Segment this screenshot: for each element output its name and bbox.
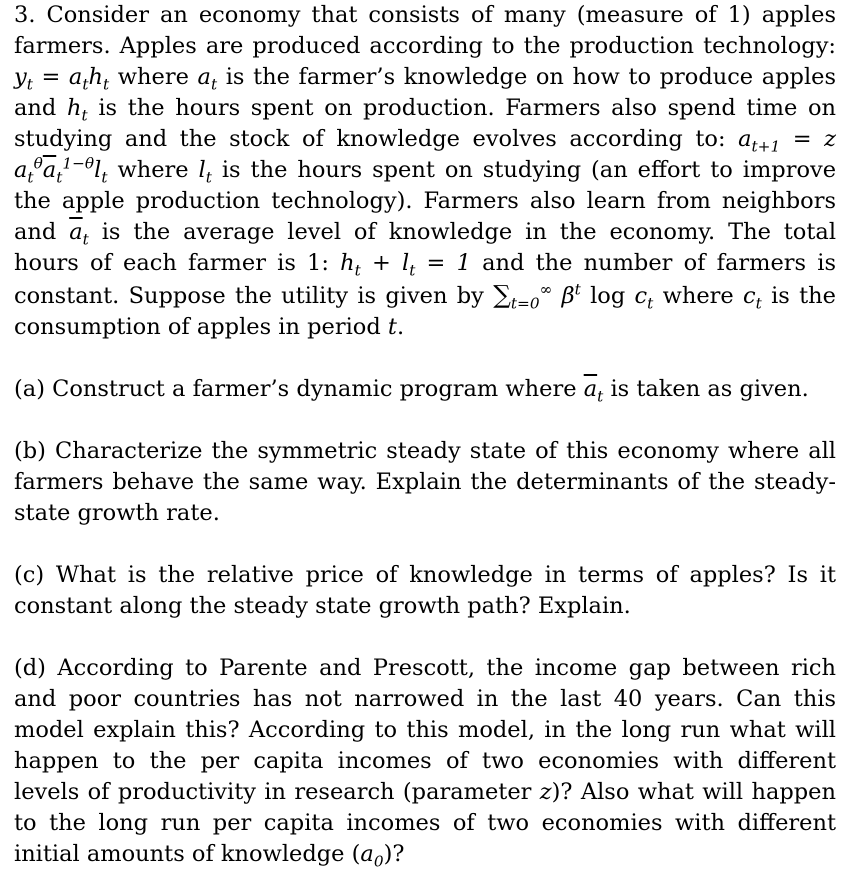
- consumption-variable: $c_t$: [743, 283, 762, 313]
- period-variable: t: [387, 314, 397, 340]
- utility-function: $\sum_{t=0}^\infty$ $\beta^t$ $\log c_t$: [493, 280, 654, 313]
- part-d: (d) According to Parente and Prescott, the income gap between rich and poor countries has not narrowed in the last 40 years. Can this model explain this? According to this model, in the long run what will happen to the per capita incomes of two economies with different levels of productivity in research (parameter z)? Also what will happen to the long run per capita incomes of two economies with different initial amounts of knowledge $(a_0)$?: [14, 655, 836, 871]
- problem-sheet: [14, 0, 836, 870]
- knowledge-variable: $a_t$: [197, 64, 218, 94]
- time-constraint: $h_t + l_t = 1$: [340, 250, 471, 280]
- question-text: Consider an economy that consists of many (measure of 1) apples farmers. Apples are produced according to the production technology:: [14, 2, 836, 59]
- knowledge-law-of-motion: $a_{t+1} = z$ $a_t^\theta\overline{a}_t^{1-\theta}l_t$: [14, 126, 836, 187]
- question-number: 3.: [14, 2, 36, 28]
- initial-knowledge-variable: $a_0$: [360, 841, 384, 871]
- study-hours-variable: $l_t$: [198, 157, 212, 187]
- part-b: (b) Characterize the symmetric steady state of this economy where all farmers behave the same way. Explain the determinants of the steady-state growth rate.: [14, 438, 836, 526]
- production-hours-variable: $h_t$: [67, 95, 88, 125]
- part-c: (c) What is the relative price of knowledge in terms of apples? Is it constant along the steady state growth path? Explain.: [14, 562, 836, 619]
- question-3-statement: 3. Consider an economy that consists of many (measure of 1) apples farmers. Apples are produced according to the production technology: $y_t = a_th_t$ where $a_t$ is the farmer’s knowledge on how to produce apples and $h_t$ is the hours spent on production. Farmers also spend time on studying and the stock of knowledge evolves according to: $a_{t+1} = z$ $a_t^\theta\overline{a}_t^{1-\theta}l_t$ where $l_t$ is the hours spent on studying (an effort to improve the apple production technology). Farmers also learn from neighbors and $\overline{a}_t$ is the average level of knowledge in the economy. The total hours of each farmer is 1: $h_t + l_t = 1$ and the number of farmers is constant. Suppose the utility is given by $\sum_{t=0}^\infty$ $\beta^t$ $\log c_t$ where $c_t$ is the consumption of apples in period t.: [14, 2, 837, 340]
- average-knowledge-variable: $\overline{a}_t$: [583, 376, 604, 406]
- average-knowledge-variable: $\overline{a}_t$: [69, 219, 89, 249]
- production-function: $y_t = a_th_t$: [14, 64, 110, 94]
- research-productivity-parameter: z: [539, 779, 552, 805]
- part-a: (a) Construct a farmer’s dynamic program where $\overline{a}_t$ is taken as given.: [14, 376, 809, 406]
